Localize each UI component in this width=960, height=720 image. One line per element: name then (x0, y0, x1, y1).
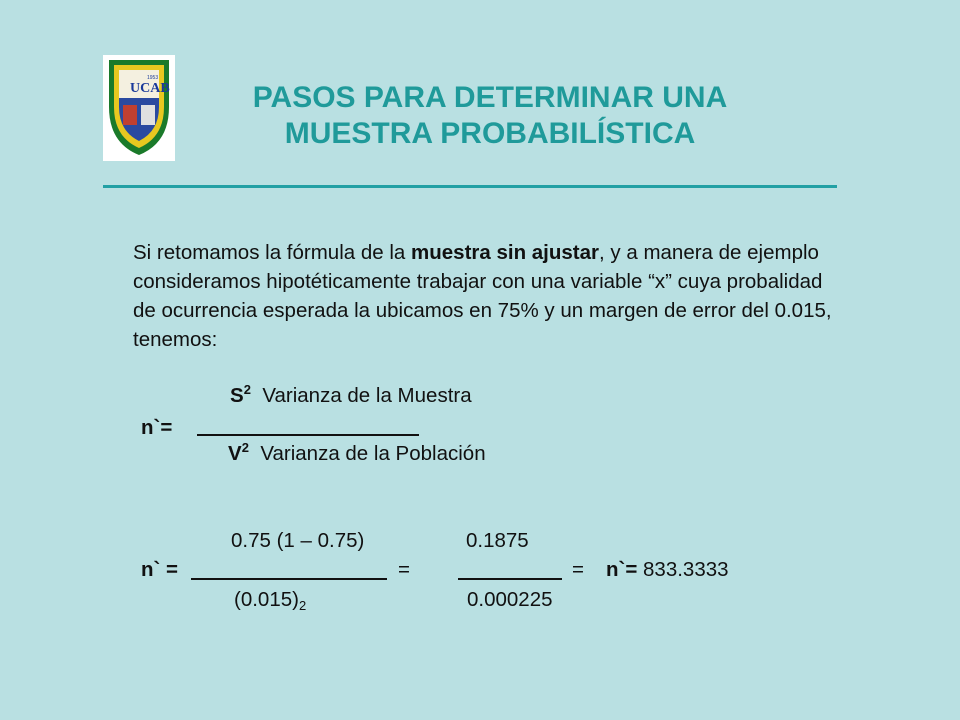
intro-paragraph (133, 238, 833, 354)
title-line-1: PASOS PARA DETERMINAR UNA (252, 81, 728, 114)
logo-text: UCAB (130, 81, 170, 96)
formula1-num-label: Varianza de la Muestra (262, 384, 472, 407)
formula1-fraction-bar (197, 434, 419, 436)
formula2-fraction-bar-2 (458, 578, 562, 580)
formula1-den-label: Varianza de la Población (260, 442, 486, 465)
formula2-denominator-2: 0.000225 (467, 588, 553, 611)
formula1-den-exponent: 2 (241, 440, 249, 455)
formula1-num-symbol: S (230, 384, 244, 407)
logo-year: 1953 (147, 75, 159, 81)
formula2-result-value: 833.3333 (643, 558, 729, 581)
formula2-denominator-1 (234, 588, 306, 612)
formula2-result (606, 558, 729, 582)
formula1-den-symbol: V (228, 442, 242, 465)
intro-bold-text: muestra sin ajustar (411, 241, 600, 264)
intro-text-1: Si retomamos la fórmula de la (133, 241, 412, 264)
title-divider (103, 185, 837, 188)
formula2-den1-base: (0.015) (234, 588, 299, 611)
formula1-denominator (228, 442, 486, 466)
formula1-num-exponent: 2 (243, 382, 251, 397)
formula2-equals-2: = (572, 558, 584, 581)
formula2-fraction-bar-1 (191, 578, 387, 580)
formula2-lhs: n` = (141, 558, 179, 581)
formula2-equals-1: = (398, 558, 410, 581)
formula2-numerator-1: 0.75 (1 – 0.75) (231, 529, 365, 552)
formula2-den1-exponent: 2 (298, 598, 307, 613)
ucab-logo (103, 55, 175, 161)
formula1-lhs: n`= (141, 416, 173, 439)
formula1-numerator (230, 384, 472, 408)
page-title (220, 80, 760, 152)
ucab-crest-icon (103, 55, 175, 161)
formula2-result-label: n`= (606, 558, 638, 581)
formula2-numerator-2: 0.1875 (466, 529, 529, 552)
title-line-2: MUESTRA PROBABILÍSTICA (284, 117, 696, 150)
intro-text-2: , y a manera de ejemplo consideramos hipotéticamente trabajar con una variable “x” cuya probalidad de ocurrencia esperada la ubicamos en 75% y un margen de error del 0.015, tenemos: (133, 241, 832, 351)
